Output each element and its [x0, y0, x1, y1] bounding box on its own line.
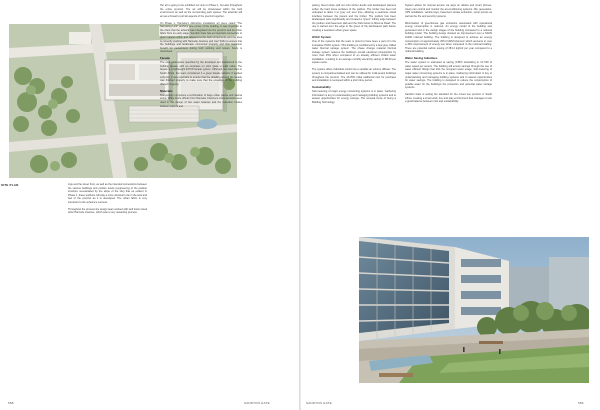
- left-column-2: [160, 4, 242, 112]
- page-number: 589: [578, 401, 584, 405]
- paragraph: The water system is estimated at saving (135% translating to 12,740l of water saved per annum. The building will ensure savings through the use of water efficient fittings that limit the occupant water usage. Sub-metering of major water consuming systems is in place. Gathering information is key to understanding and managing building systems and to assess opportunities for water savings. The building is designed to reduce the consumption of potable water for the building's fire protection and potential water storage systems.: [405, 61, 492, 90]
- paragraph: System allows for internal access via apps on tablets and smart phones. Users can control and monitor the air-conditioning systems, lifts, generators, UPS installation, vehicle bays, basement smoke extraction, sump pumps as well as the fire and security systems.: [405, 4, 492, 18]
- running-footer: SANDTON GATE: [244, 401, 270, 405]
- paragraph: Sandton Gate is setting the standard for the mixed use precinct in South Africa, creating a smart work, live and play environment that manages to win a good balance between cost and sustainability.: [405, 93, 492, 104]
- paragraph: Minimisation of greenhouse gas emissions associated with operational energy consumption is reduced. An energy model of the building was generated and in the design stages of the building compared to a notional building model. The building design showed an improvement over a SANS 10400 notional building. The building is designed to achieve an energy consumption of approximately 206.3 kWh/m²/annum which amounts to over a 40% improvement of energy use when compared to the notional building. There are potential carbon saving of 281.4 kgCo2 per year compared to a notional building.: [405, 21, 492, 54]
- site-plan-caption: SITE PLAN: [1, 183, 19, 187]
- paragraph: The system offers individual control via a variable air volume diffuser. The system is compartmentalised and can be utilised for multi-tenant buildings throughout the precinct. The 23-25% initial additional cost for purchase and installation is recouped within a short time period.: [312, 68, 396, 83]
- running-footer: SANDTON GATE: [306, 401, 332, 405]
- paragraph: On Phase 1, Hannelie's distinctive installation art piece called "The Narrowing Link" anchors one corner of the building. It was important to the client that the artwork was integrated into the precinct and its urban fabric from an early stage. Sandton Gate has an important connection to green spaces within and adjacent to the built components and the area is currently working with Hannelie Coetzee and Joel Trollo to ensure that the buildings and landscape connected properly and that maximum benefit for pedestrians during both working and leisure hours is maximised.: [160, 21, 242, 54]
- section-heading-hvac: HVAC System: [312, 34, 332, 39]
- paragraph: Her art is going to be exhibited not only on Phase 1, but also throughout the entire precinct. The art will be showcased within the built environment as well as the surrounding park spaces. The artworks will act as a thread to pull all aspects of the precinct together.: [160, 4, 242, 18]
- left-page: [0, 0, 299, 410]
- paragraph: Throughout the process the design team worked with well know visual artist Hannelie Coetzee, which was a very rewarding process.: [68, 207, 147, 215]
- paragraph: One of the systems that the team is proud to have been a part of is the innovative HVAC system. This building is conditioned by a four-pipe chilled water thermal storage system. The phase change material thermal storage system reduces the building's overall electrical consumption by more than 25% when compared to an already efficient chilled water installation, resulting in an average monthly electricity saving of R8.40 per square metre.: [312, 40, 396, 65]
- section-heading-sustainability: Sustainability: [312, 85, 331, 90]
- left-column-1: [68, 183, 147, 219]
- right-column-1: [312, 4, 396, 108]
- section-heading-water: Water Saving Initiatives: [405, 56, 438, 61]
- paragraph: paving. Reed strips spill out onto timber decks and landscaped planters soften the hard stone surfaces of the podium. The timber has been left untreated to allow it to 'grey out' over time, allowing a seamless visual interface between the pavers and the timber. The podium has been landscaped quite significantly and created a "green" infinity edge between the podium and basement slab and the links below to Minerva Road. The use is carried over the edge to the green of the landscaped park below, creating a seamless urban green space.: [312, 4, 396, 32]
- page-number: 588: [8, 401, 14, 405]
- paragraph: The podium comprises a combination of large urban pieces and natural stone. White stone offcuts from Hannelie Coetzee's stone artworks were used in the design of two water features and the transition bodies between pavers and: [160, 93, 242, 108]
- paragraph: Sub-metering of major energy consuming systems is in place. Gathering information is key to understanding and managing building systems and to assess opportunities for energy savings. The renewal focus of being a Building Technology: [312, 90, 396, 104]
- precinct-photo: [359, 237, 589, 383]
- right-column-2: [405, 4, 492, 108]
- paragraph: ings and the street front, as well as the intended connections between the various buildings and podium levels (engineering of the podium structure necessitated by the slope of the site) that as evident in Phase 1, these podiums will play a more dominant role in the look and feel of the precinct as it is developed. The urban fabric is very important to the scheme's success.: [68, 183, 147, 204]
- section-heading-facade: Facade: [160, 56, 170, 61]
- section-heading-materials: Materials: [160, 88, 173, 93]
- paragraph: The coal parameters specified by the developer are transferred to the building facade, with an emphasis on strict glass to solid ratios. The facade is a lightweight ETICS facade system. Although not used often in South Africa, the team considered it a great facade solution if applied correctly. It was important to ensure that the detailing around the facade was finished properly to make sure that the envelope of the building offered longevity.: [160, 61, 242, 86]
